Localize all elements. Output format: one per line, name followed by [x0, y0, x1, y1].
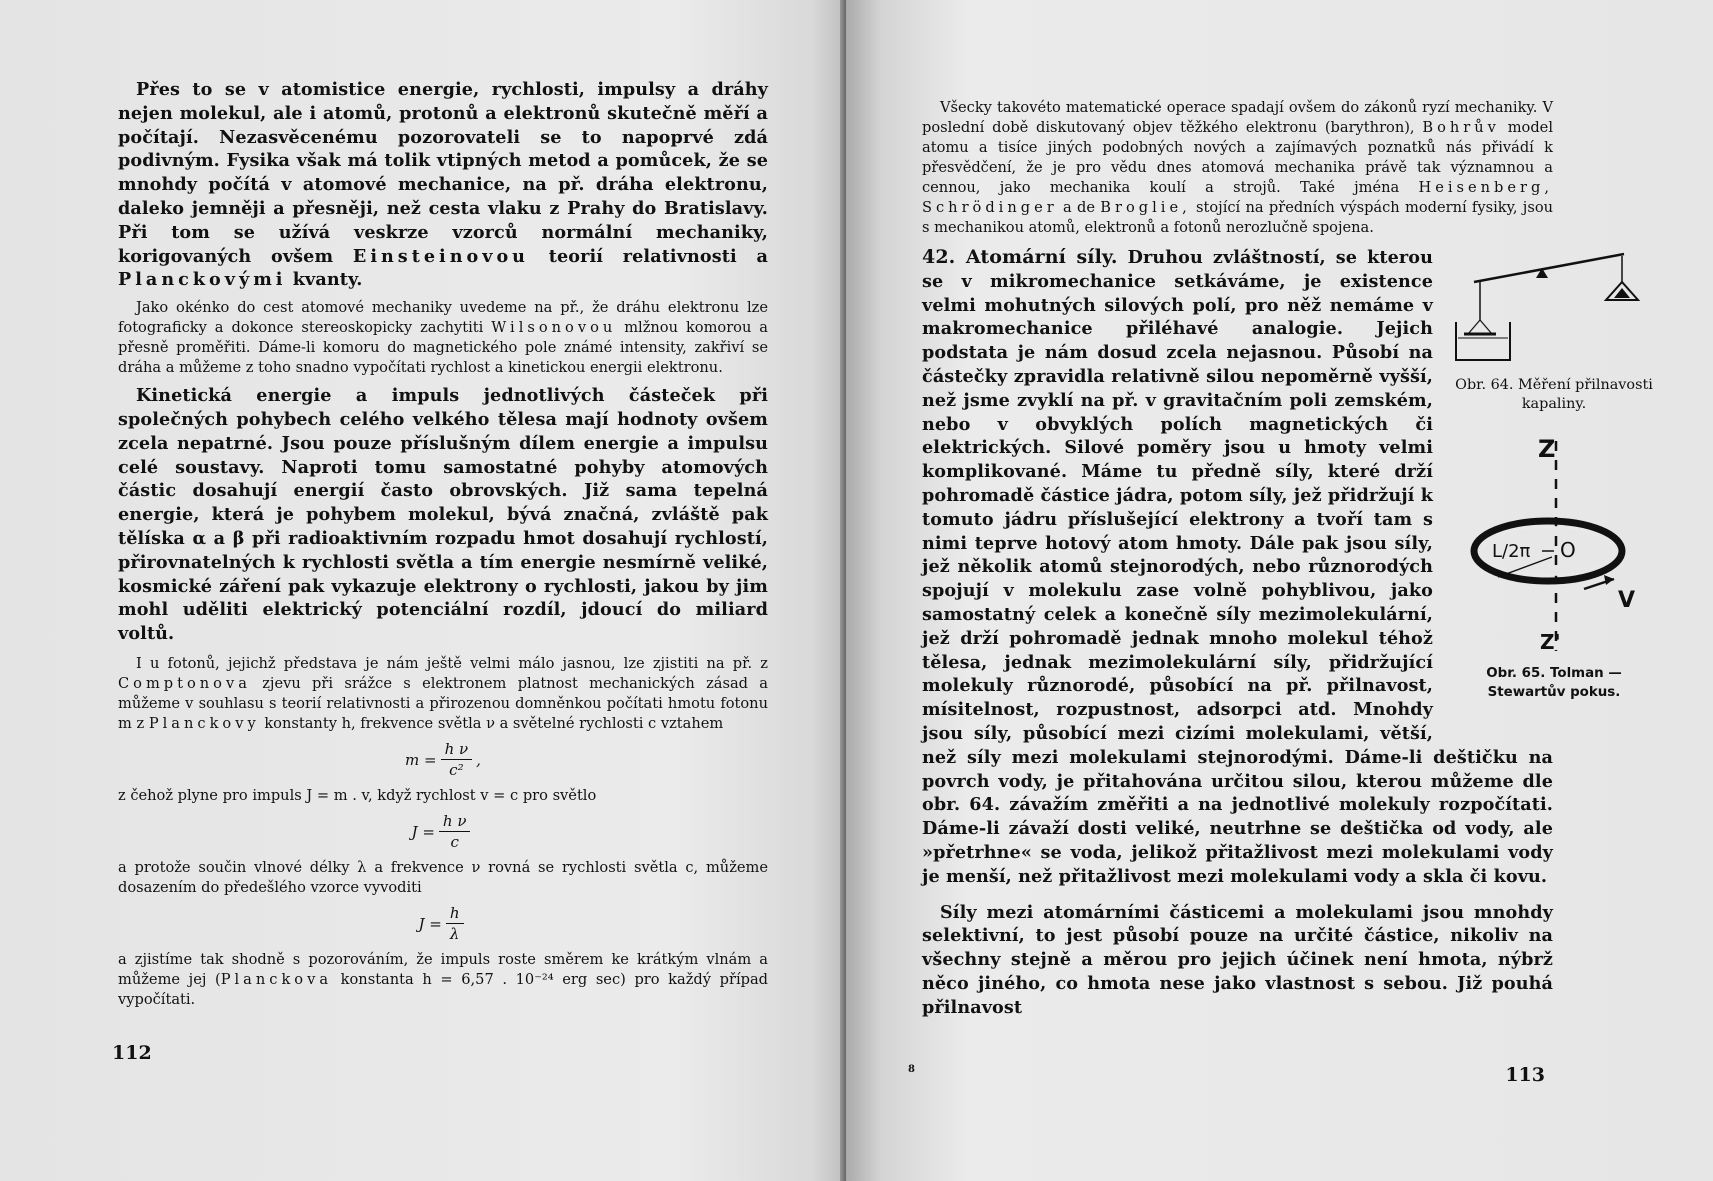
velocity-label-v: V	[1618, 588, 1636, 613]
name-einstein: Einsteinovou	[352, 245, 529, 267]
text-run: teorií relativnosti a	[548, 245, 768, 267]
name-planck: Planckovými	[118, 269, 287, 291]
formula-denominator: c	[450, 833, 459, 852]
name-planckovy: Planckovy	[148, 714, 260, 732]
name-heisenberg: Heisenberg,	[1418, 179, 1553, 196]
formula-numerator: h	[446, 903, 464, 924]
name-bohr: Bohrův	[1422, 119, 1500, 136]
figures-column	[1449, 242, 1659, 742]
left-paragraph-5: z čehož plyne pro impuls J = m . v, když rychlost v = c pro světlo	[118, 786, 597, 804]
right-paragraph-1	[922, 98, 1553, 238]
left-paragraph-3: Kinetická energie a impuls jednotlivých částeček při společných pohybech celého velkého tělesa mají hodnoty ovšem zcela nepatrné. Jsou pouze příslušným dílem energie a impulsu celé soustavy. Naproti tomu samostatné pohyby atomových částic dosahují energií často obrovských. Již sama tepelná energie, která je pohybem molekul, bývá značná, zvláště pak tělíska α a β při radioaktivním rozpadu hmot dosahují rychlostí, přirovnatelných k rychlosti světla a tím energie nesmírně veliké, kosmické záření pak vykazuje elektrony o rychlosti, jakou by jim mohl uděliti elektrický potenciální rozdíl, jdoucí do miliard voltů.	[118, 385, 768, 645]
left-paragraph-4	[118, 654, 768, 734]
formula-fraction	[439, 811, 471, 852]
formula-impulse-wavelength	[118, 898, 768, 950]
figure-65	[1449, 431, 1659, 702]
text-run: a zjistíme tak shodně s pozorováním, že impuls roste směrem ke krátkým vlnám a můžeme jej (	[118, 950, 768, 988]
formula-lhs: J =	[411, 822, 435, 841]
text-run: a de	[1063, 199, 1095, 216]
text-run: stojící na předních výspách moderní fysiky, jsou s mechanikou atomů, elektronů a fotonů nerozlučně spojena.	[922, 199, 1554, 236]
text-run: konstanta h = 6,57 . 10⁻²⁴ erg sec) pro každý případ vypočítati.	[118, 970, 768, 1008]
left-page	[0, 0, 846, 1181]
page-number-left: 112	[112, 1042, 152, 1064]
name-planckova: Planckova	[220, 970, 333, 988]
text-run: zjevu při srážce s elektronem platnost mechanických zásad a můžeme v souhlasu s teorií relativnosti a přirozenou domněnkou počítati hmotu fotonu m z	[118, 674, 768, 732]
formula-suffix: ,	[476, 750, 481, 769]
right-paragraph-3: Síly mezi atomárními částicemi a molekulami jsou mnohdy selektivní, to jest působí pouze na určité částice, nikoliv na všechny stejně a měrou pro jejich účinek není hmota, nýbrž něco jiného, co hmota nese jako vlastnost s sebou. Již pouhá přilnavost	[922, 901, 1553, 1018]
formula-mass	[118, 734, 768, 786]
formula-denominator: λ	[449, 925, 460, 944]
tolman-stewart-ring-diagram	[1454, 431, 1654, 661]
formula-denominator: c²	[449, 761, 464, 780]
left-paragraph-2	[118, 298, 768, 378]
signature-mark: 8	[908, 1064, 915, 1075]
text-run: Přes to se v atomistice energie, rychlosti, impulsy a dráhy nejen molekul, ale i atomů, protonů a elektronů skutečně měří a počítají. Nezasvěcenému pozorovateli se to napoprvé zdá podivným. Fysika však má tolik vtipných metod a pomůcek, že se mnohdy počítá v atomové mechanice, na př. dráha elektronu, daleko jemněji a přesněji, než cesta vlaku z Prahy do Bratislavy. Při tom se užívá veskrze vzorců normální mechaniky, korigovaných ovšem	[118, 79, 768, 267]
text-run: mlžnou komorou a přesně proměřiti. Dáme-li komoru do magnetického pole známé intensity, zakřiví se dráha a můžeme z toho snadno vypočítati rychlost a kinetickou energii elektronu.	[118, 319, 769, 377]
formula-lhs: m =	[405, 750, 437, 769]
text-run: Jako okénko do cest atomové mechaniky uvedeme na př., že dráhu elektronu lze fotograficky a dokonce stereoskopicky zachytiti	[118, 299, 768, 337]
formula-numerator: h ν	[441, 739, 473, 760]
left-paragraph-6: a protože součin vlnové délky λ a frekvence ν rovná se rychlosti světla c, můžeme dosazením do předešlého vzorce vyvoditi	[118, 858, 768, 896]
axis-label-z-prime: Z'	[1540, 630, 1561, 654]
text-run: konstanty h, frekvence světla ν a světelné rychlosti c vztahem	[264, 714, 724, 732]
text-run: kvanty.	[292, 269, 363, 291]
name-wilson: Wilsonovou	[491, 319, 617, 337]
left-paragraph-7	[118, 950, 768, 1010]
ring-label: L/2π	[1492, 541, 1531, 562]
figure-64	[1449, 242, 1659, 413]
name-schrodinger: Schrödinger	[922, 199, 1058, 216]
adhesion-balance-diagram	[1454, 242, 1654, 372]
text-run: Druhou zvláštností, se kterou se v mikromechanice setkáváme, je existence velmi mohutných silových polí, pro něž nemáme v makromechanice přiléhavé analogie. Jejich podstata je nám dosud zcela nejasnou. Působí na částečky zpravidla relativně silou nepoměrně vyšší, než jsme zvyklí na př. v gravitačním poli zemském, nebo v obvyklých polích magnetických či elektrických. Silové poměry jsou u hmoty velmi komplikované. Máme tu předně síly, které drží pohromadě částice jádra, potom síly, jež přidržují k tomuto jádru příslušející elektrony a tvoří tam s nimi teprve hotový atom hmoty. Dále pak jsou síly, jež několik atomů stejnorodých, nebo různorodých spojují v molekulu zase volně pohyblivou, jako samostatný celek a konečně síly mezimolekulární, jež drží pohromadě jednak mnoho molekul téhož tělesa, jednak mezimolekulární síly, přidržující molekuly různorodé, působící na př. přilnavost, mísitelnost, rozpustnost, adsorpci atd. Mnohdy jsou síly, působící mezi cizími molekulami, větší, než síly mezi molekulami stejnorodými. Dáme-li deštičku na povrch vody, je přitahována určitou silou, kterou můžeme dle obr. 64. závažím změřiti a na jednotlivé molekuly rozpočítati. Dáme-li závaží dosti veliké, neutrhne se deštička od vody, ale »přetrhne« se voda, jelikož přitažlivost mezi molekulami vody je menší, než přitažlivost mezi molekulami vody a skla či kovu.	[922, 247, 1553, 887]
formula-numerator: h ν	[439, 811, 471, 832]
formula-lhs: J =	[418, 914, 442, 933]
left-paragraph-1	[118, 78, 768, 292]
formula-fraction	[446, 903, 464, 944]
formula-impulse	[118, 806, 768, 858]
center-label-o: O	[1560, 538, 1576, 562]
text-run: I u fotonů, jejichž představa je nám ještě velmi málo jasnou, lze zjistiti na př. z	[136, 654, 768, 672]
text-run: model atomu a tisíce jiných podobných nových a zajímavých poznatků nás přivádí k přesvědčení, že je pro vědu dnes atomová mechanika právě tak významnou a cennou, jako mechanika koulí a strojů. Také jména	[922, 119, 1553, 196]
page-number-right: 113	[1505, 1064, 1545, 1086]
section-heading: 42. Atomární síly.	[922, 246, 1118, 268]
right-page	[846, 0, 1713, 1181]
figure-65-caption: Obr. 65. Tolman — Stewartův pokus.	[1486, 666, 1622, 700]
formula-fraction	[441, 739, 473, 780]
name-compton: Comptonova	[118, 674, 251, 692]
text-run: Všecky takovéto matematické operace spadají ovšem do zákonů ryzí mechaniky. V poslední době diskutovaný objev těžkého elektronu (barythron),	[922, 99, 1553, 136]
axis-label-z: Z	[1538, 435, 1556, 463]
figure-64-caption: Obr. 64. Měření přilnavosti kapaliny.	[1455, 377, 1653, 412]
name-broglie: Broglie,	[1100, 199, 1191, 216]
